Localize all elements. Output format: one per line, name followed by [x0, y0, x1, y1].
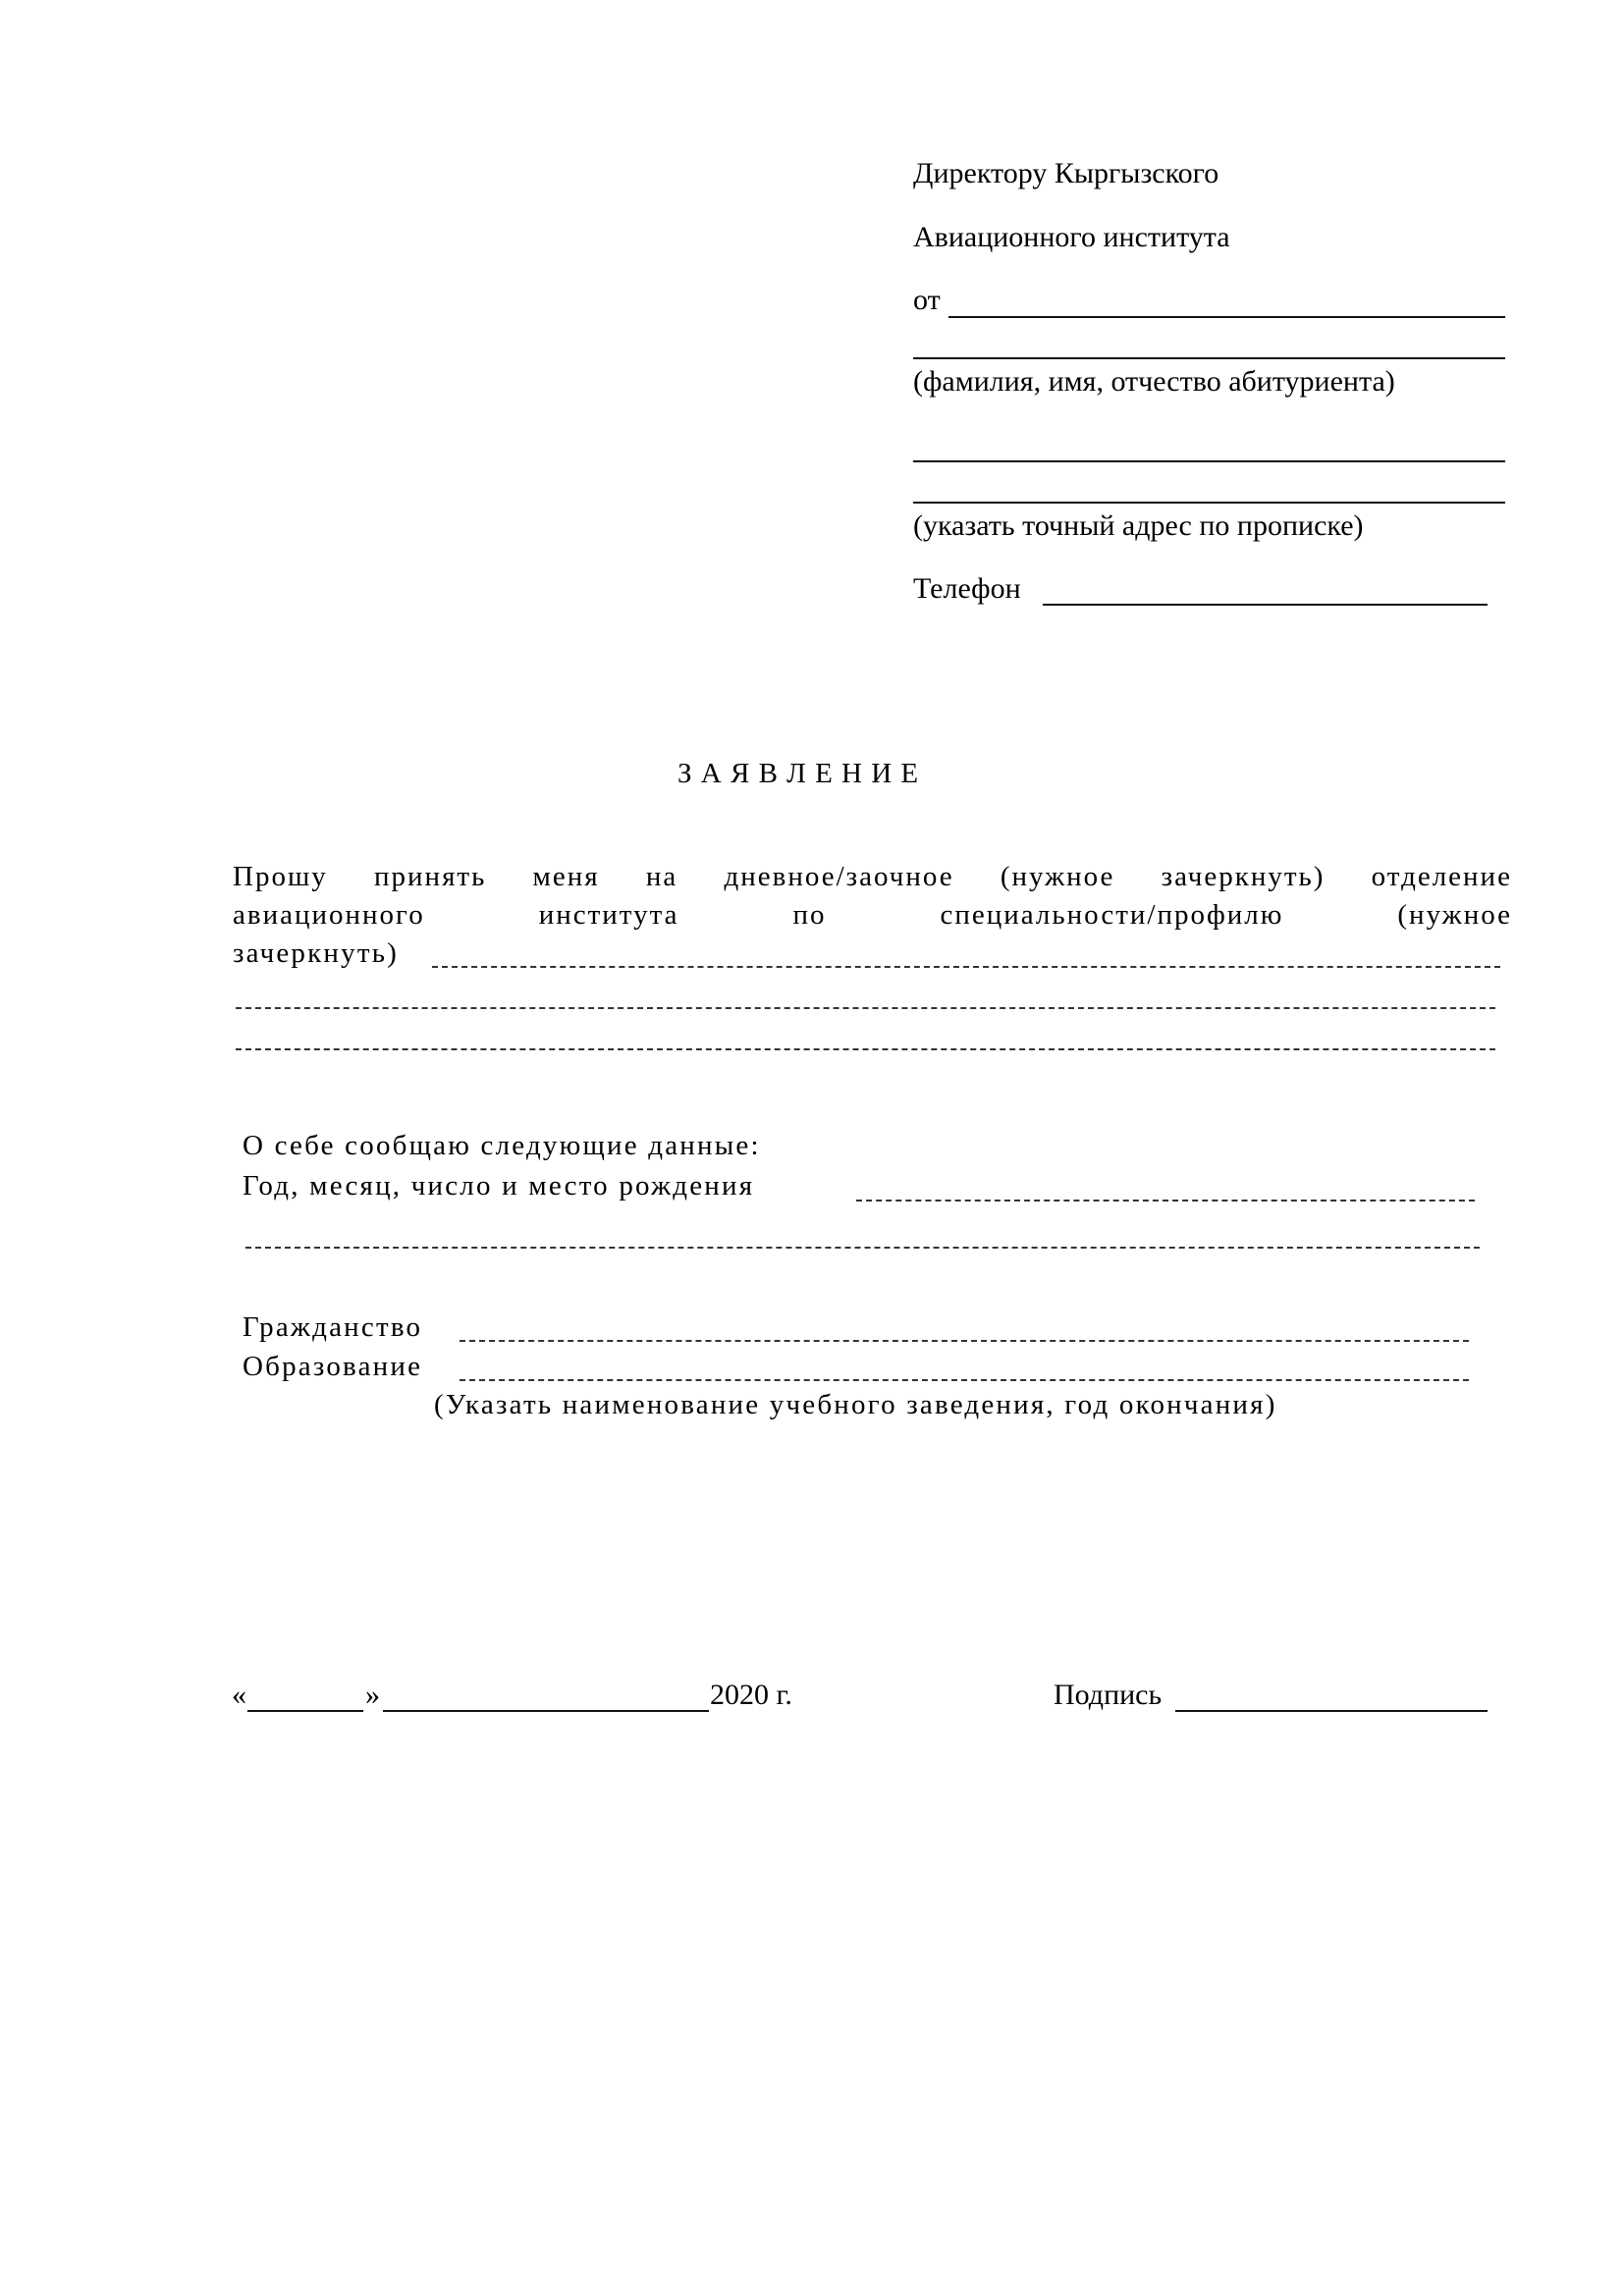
day-field[interactable] [247, 1710, 363, 1712]
word: авиационного [233, 899, 425, 931]
word: института [538, 899, 679, 931]
citizenship-field[interactable] [460, 1340, 1469, 1342]
phone-field[interactable] [1043, 604, 1488, 606]
word: меня [532, 861, 600, 892]
word: (нужное [1397, 899, 1512, 931]
address-hint: (указать точный адрес по прописке) [913, 509, 1364, 542]
signature-field[interactable] [1175, 1710, 1488, 1712]
word: по [792, 899, 827, 931]
birth-field-2[interactable] [245, 1247, 1480, 1249]
word: специальности/профилю [940, 899, 1284, 931]
month-field[interactable] [383, 1710, 709, 1712]
phone-label: Телефон [913, 572, 1021, 605]
request-line-2 [233, 895, 1512, 934]
word: зачеркнуть) [1161, 861, 1326, 892]
quote-open: « [232, 1679, 246, 1711]
address-field-1[interactable] [913, 460, 1505, 462]
word: принять [374, 861, 487, 892]
word: дневное/заочное [724, 861, 954, 892]
document-title: З А Я В Л Е Н И Е [677, 758, 920, 789]
education-label: Образование [243, 1351, 423, 1382]
request-line-3: зачеркнуть) [233, 937, 399, 969]
word: отделение [1371, 861, 1512, 892]
education-field[interactable] [460, 1379, 1469, 1381]
quote-close: » [365, 1679, 380, 1711]
request-line-1 [233, 857, 1512, 896]
specialty-field-1[interactable] [432, 966, 1500, 968]
from-field[interactable] [948, 316, 1505, 318]
name-field-2[interactable] [913, 357, 1505, 359]
birth-field-1[interactable] [856, 1200, 1475, 1201]
signature-label: Подпись [1054, 1679, 1163, 1711]
education-hint: (Указать наименование учебного заведения, год окончания) [434, 1389, 1277, 1420]
address-field-2[interactable] [913, 502, 1505, 504]
citizenship-label: Гражданство [243, 1311, 423, 1343]
birth-label: Год, месяц, число и место рождения [243, 1170, 755, 1201]
specialty-field-2[interactable] [236, 1007, 1495, 1009]
year-label: 2020 г. [710, 1679, 792, 1711]
addressee-line-1: Директору Кыргызского [913, 157, 1219, 189]
from-label: от [913, 284, 941, 316]
name-hint: (фамилия, имя, отчество абитуриента) [913, 365, 1395, 398]
specialty-field-3[interactable] [236, 1048, 1495, 1050]
word: (нужное [1000, 861, 1115, 892]
word: на [645, 861, 678, 892]
word: Прошу [233, 861, 328, 892]
addressee-line-2: Авиационного института [913, 221, 1230, 253]
personal-intro: О себе сообщаю следующие данные: [243, 1130, 761, 1161]
